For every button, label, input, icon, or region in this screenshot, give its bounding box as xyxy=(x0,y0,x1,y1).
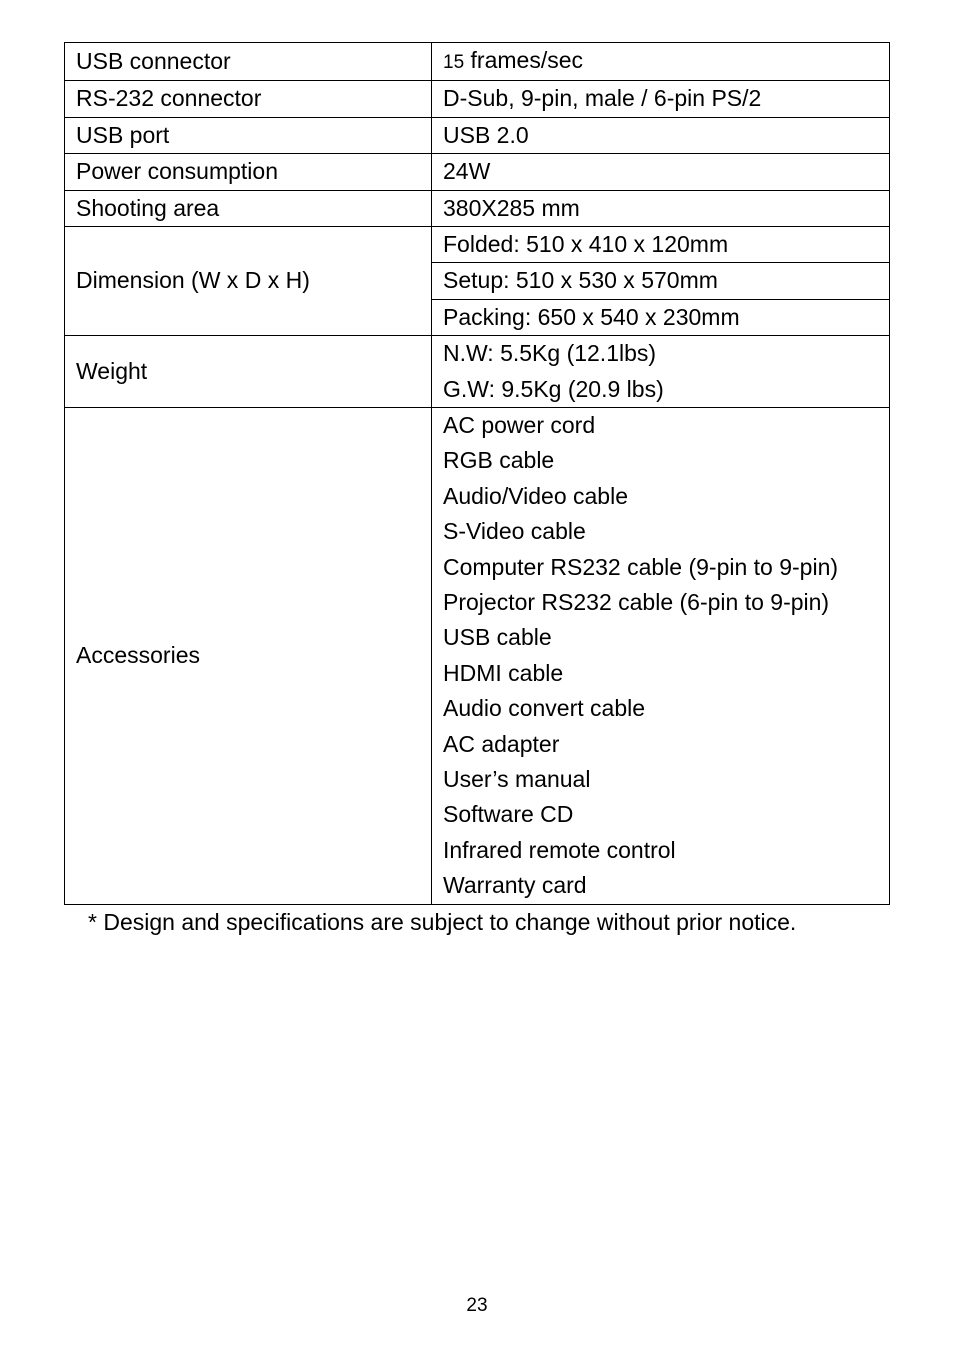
list-item: Audio/Video cable xyxy=(443,482,628,509)
list-item: Audio convert cable xyxy=(443,695,646,722)
spec-label: Shooting area xyxy=(65,190,432,226)
page-number: 23 xyxy=(466,1295,488,1316)
spec-label: USB connector xyxy=(65,43,432,81)
spec-label: Dimension (W x D x H) xyxy=(65,227,432,336)
spec-label: Weight xyxy=(65,336,432,408)
spec-value: USB 2.0 xyxy=(432,117,890,153)
spec-value-list xyxy=(432,336,890,408)
spec-label: Power consumption xyxy=(65,154,432,190)
table-row xyxy=(65,117,890,153)
list-item: User’s manual xyxy=(443,765,591,792)
list-item: Software CD xyxy=(443,801,574,828)
table-row xyxy=(65,43,890,81)
spec-value: Setup: 510 x 530 x 570mm xyxy=(432,263,890,299)
list-item: Warranty card xyxy=(443,872,587,899)
spec-value: Packing: 650 x 540 x 230mm xyxy=(432,299,890,335)
table-row xyxy=(65,227,890,263)
spec-value: Folded: 510 x 410 x 120mm xyxy=(432,227,890,263)
table-row xyxy=(65,190,890,226)
list-item: AC adapter xyxy=(443,730,560,757)
table-row xyxy=(65,154,890,190)
list-item: Computer RS232 cable (9-pin to 9-pin) xyxy=(443,553,839,580)
list-item: Infrared remote control xyxy=(443,836,676,863)
table-row xyxy=(65,336,890,408)
spec-value-unit: frames/sec xyxy=(464,47,584,73)
list-item: RGB cable xyxy=(443,447,555,474)
spec-label: RS-232 connector xyxy=(65,81,432,117)
list-item: Projector RS232 cable (6-pin to 9-pin) xyxy=(443,588,830,615)
list-item: S-Video cable xyxy=(443,518,586,545)
disclaimer-note: * Design and specifications are subject to change without prior notice. xyxy=(88,909,797,935)
list-item: G.W: 9.5Kg (20.9 lbs) xyxy=(443,375,664,402)
table-row xyxy=(65,408,890,904)
list-item: AC power cord xyxy=(443,412,596,439)
list-item: N.W: 5.5Kg (12.1lbs) xyxy=(443,340,657,367)
list-item: USB cable xyxy=(443,624,552,651)
spec-label: Accessories xyxy=(65,408,432,904)
spec-value xyxy=(432,43,890,81)
spec-value: 24W xyxy=(432,154,890,190)
specifications-table xyxy=(64,42,890,905)
accessories-list xyxy=(432,408,890,904)
list-item: HDMI cable xyxy=(443,659,564,686)
table-row xyxy=(65,81,890,117)
spec-value-number: 15 xyxy=(443,52,465,73)
spec-label: USB port xyxy=(65,117,432,153)
spec-value: D-Sub, 9-pin, male / 6-pin PS/2 xyxy=(432,81,890,117)
spec-value: 380X285 mm xyxy=(432,190,890,226)
